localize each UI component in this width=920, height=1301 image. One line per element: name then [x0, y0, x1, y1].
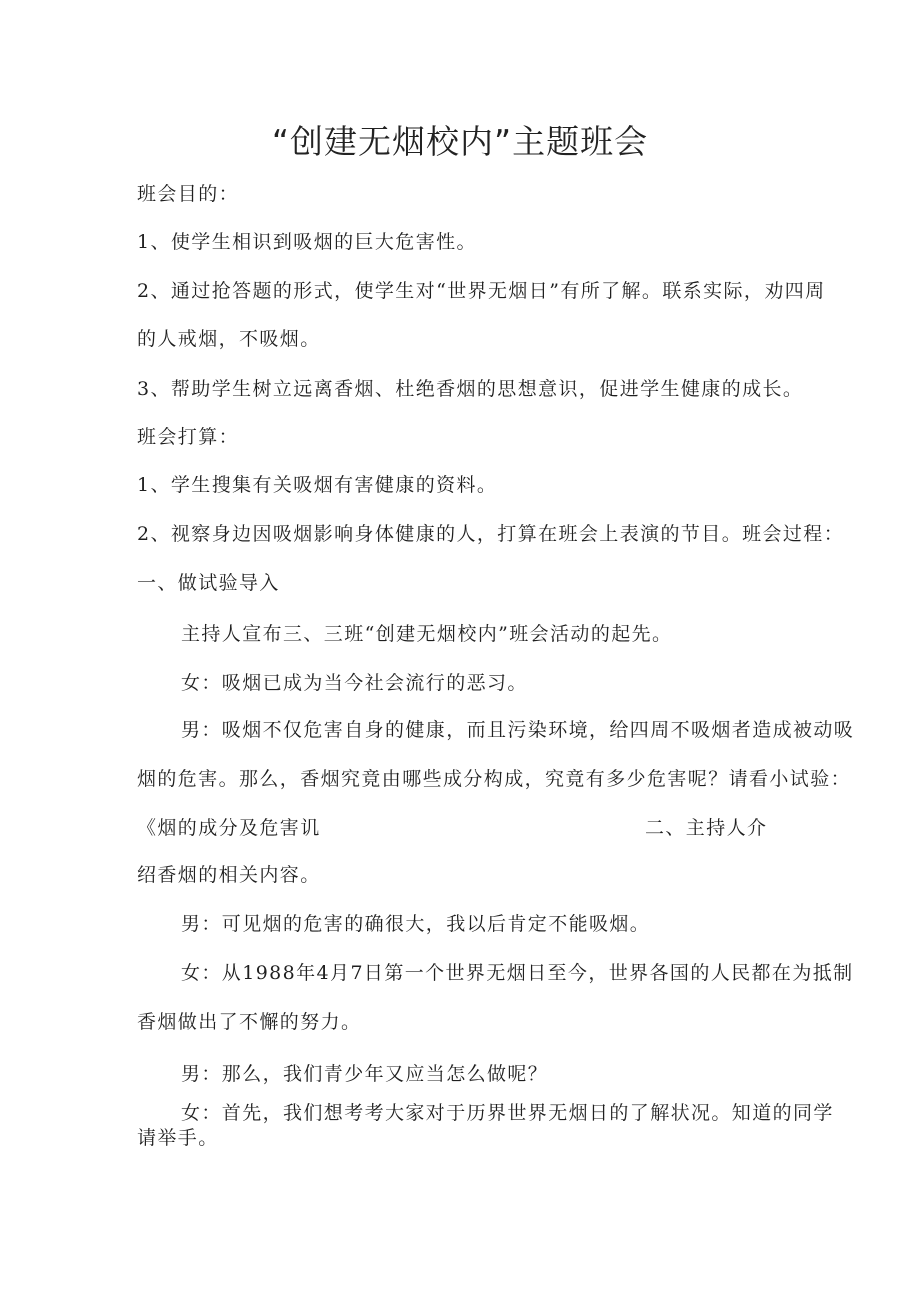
section-heading-purpose: 班会目的：	[137, 183, 240, 205]
section-heading-host: 二、主持人介	[645, 817, 768, 839]
dialogue-line: 男：吸烟不仅危害自身的健康，而且污染环境，给四周不吸烟者造成被动吸	[181, 719, 855, 741]
paragraph-line: 3、帮助学生树立远离香烟、杜绝香烟的思想意识，促进学生健康的成长。	[137, 378, 804, 400]
paragraph-line: 1、学生搜集有关吸烟有害健康的资料。	[137, 474, 498, 496]
paragraph-line: 主持人宣布三、三班“创建无烟校内”班会活动的起先。	[181, 623, 673, 645]
dialogue-line: 女：首先，我们想考考大家对于历界世界无烟日的了解状况。知道的同学	[181, 1102, 834, 1124]
paragraph-line: 香烟做出了不懈的努力。	[137, 1011, 362, 1033]
paragraph-line: 《烟的成分及危害讥	[137, 817, 321, 839]
document-title: “创建无烟校内”主题班会	[271, 122, 649, 161]
paragraph-line: 1、使学生相识到吸烟的巨大危害性。	[137, 231, 477, 253]
paragraph-line: 的人戒烟，不吸烟。	[137, 328, 321, 350]
dialogue-line: 男：可见烟的危害的确很大，我以后肯定不能吸烟。	[181, 913, 651, 935]
dialogue-line: 女：从1988年4月7日第一个世界无烟日至今，世界各国的人民都在为抵制	[181, 962, 854, 984]
section-heading-intro: 一、做试验导入	[137, 572, 280, 594]
section-heading-plan: 班会打算：	[137, 426, 240, 448]
paragraph-line: 2、通过抢答题的形式，使学生对“世界无烟日”有所了解。联系实际，劝四周	[137, 280, 826, 302]
paragraph-line: 烟的危害。那么，香烟究竟由哪些成分构成，究竟有多少危害呢？请看小试验：	[137, 768, 852, 790]
dialogue-line: 男：那么，我们青少年又应当怎么做呢？	[181, 1063, 549, 1085]
paragraph-line: 2、视察身边因吸烟影响身体健康的人，打算在班会上表演的节目。班会过程：	[137, 523, 845, 545]
dialogue-line: 女：吸烟已成为当今社会流行的恶习。	[181, 672, 528, 694]
paragraph-line: 绍香烟的相关内容。	[137, 864, 321, 886]
paragraph-line: 请举手。	[137, 1127, 219, 1149]
